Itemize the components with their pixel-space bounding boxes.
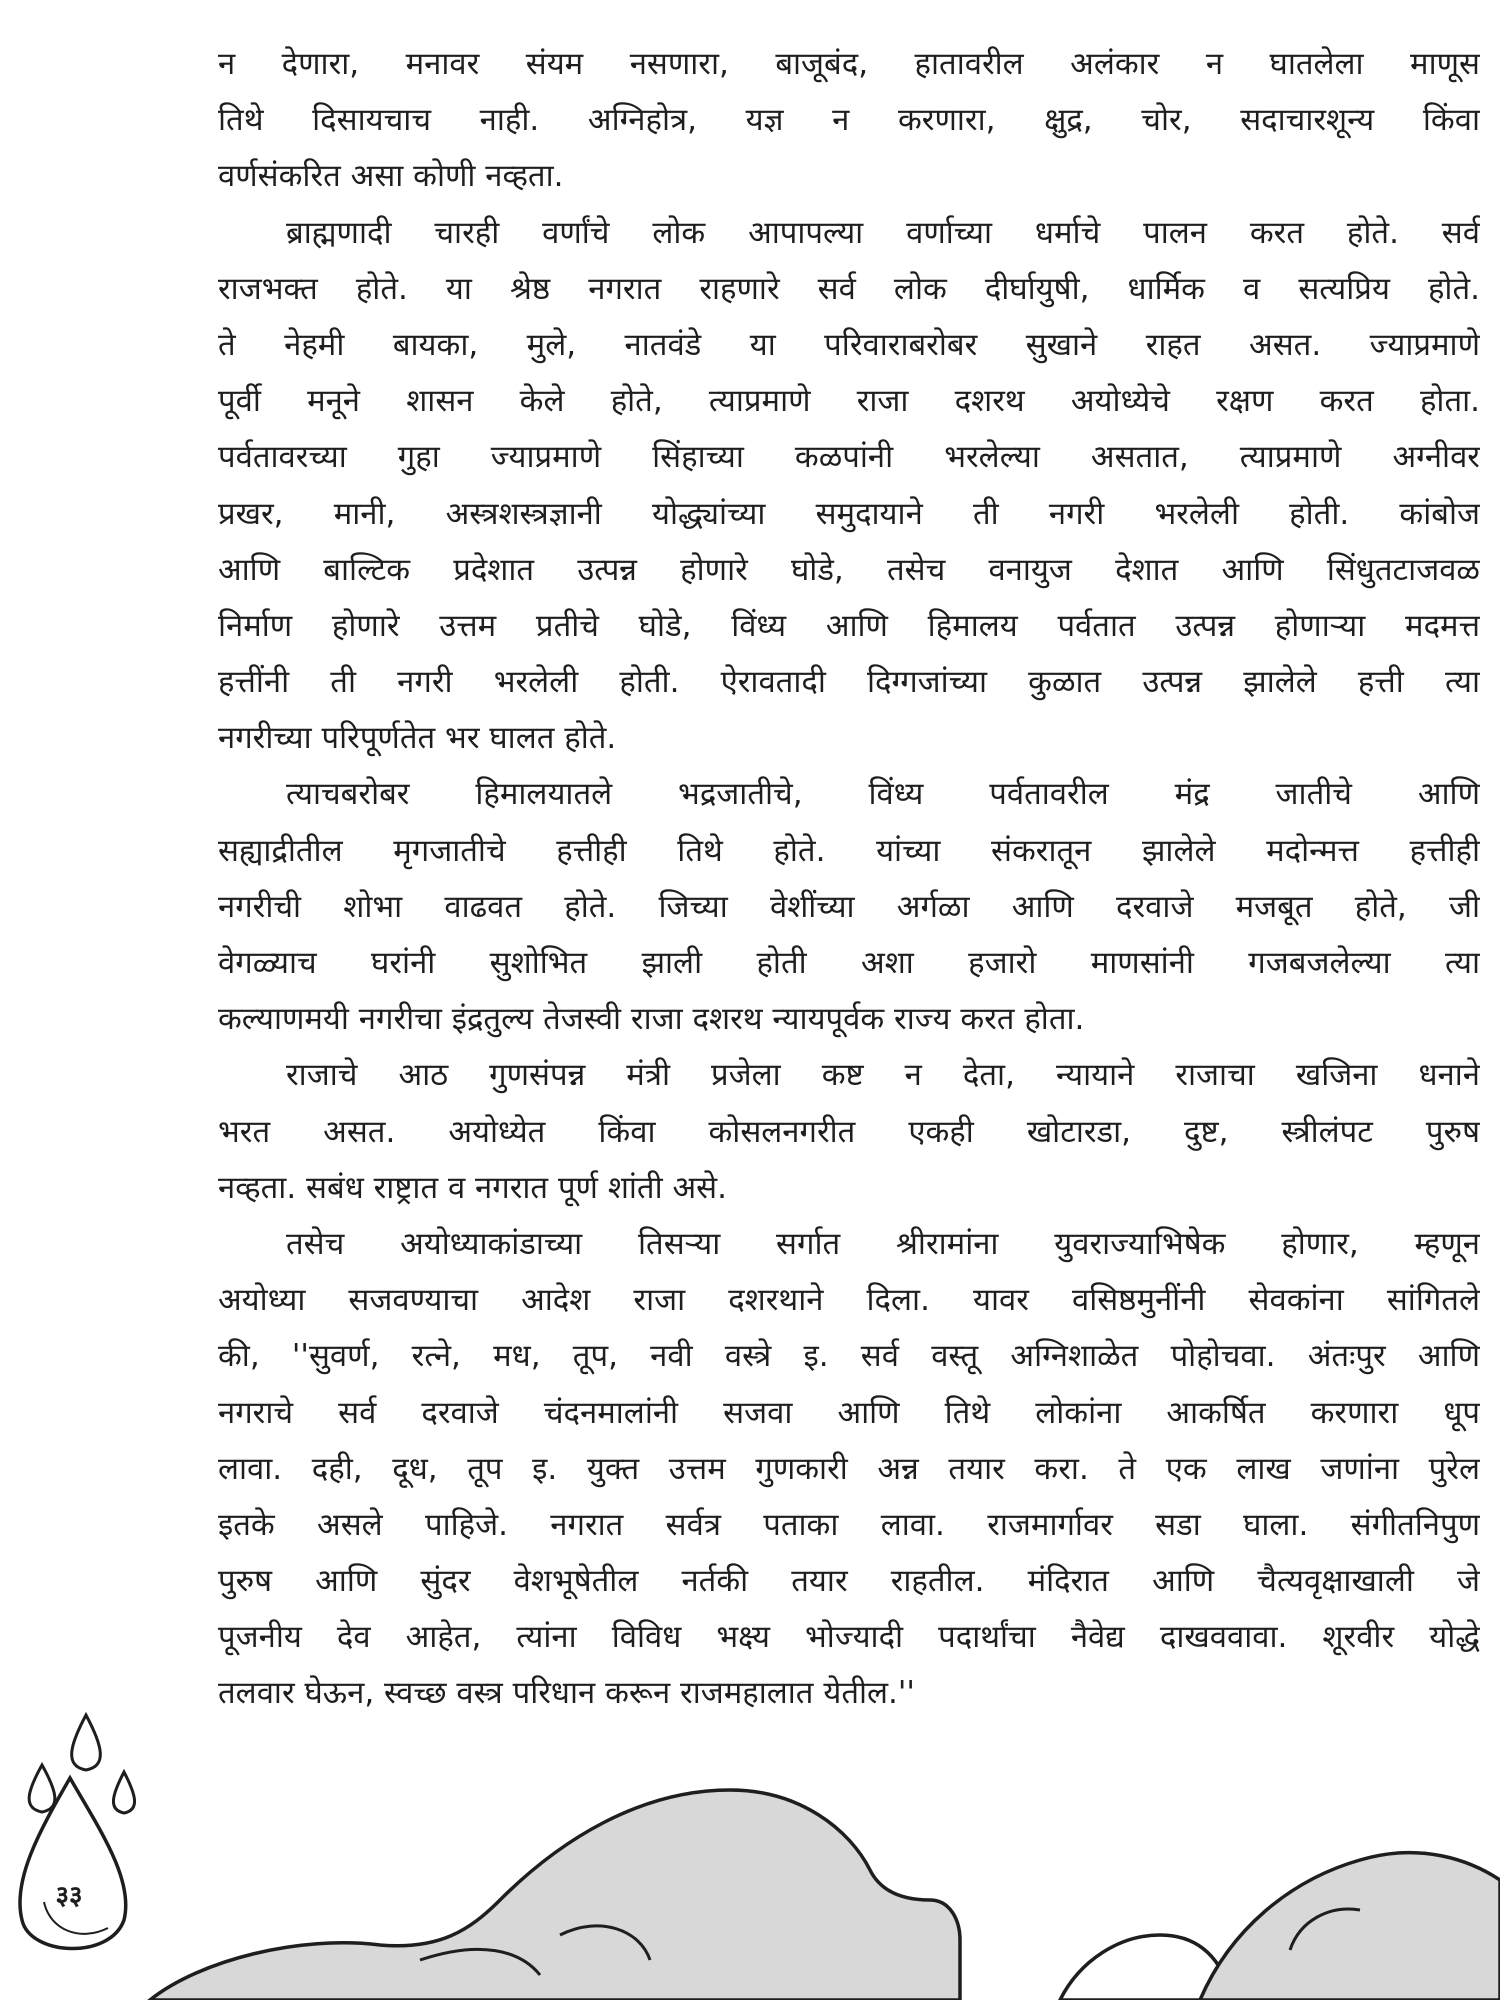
text-line: पर्वतावरच्या गुहा ज्याप्रमाणे सिंहाच्या कळपांनी भरलेल्या असतात, त्याप्रमाणे अग्नीवर (218, 439, 1480, 476)
text-line: सह्याद्रीतील मृगजातीचे हत्तीही तिथे होते. यांच्या संकरातून झालेले मदोन्मत्त हत्तीही (218, 832, 1480, 869)
text-line: वेगळ्याच घरांनी सुशोभित झाली होती अशा हजारो माणसांनी गजबजलेल्या त्या (218, 945, 1480, 981)
wave-decoration (1200, 1853, 1500, 2000)
text-line: न देणारा, मनावर संयम नसणारा, बाजूबंद, हातावरील अलंकार न घातलेला माणूस (218, 46, 1480, 82)
text-line: हत्तींनी ती नगरी भरलेली होती. ऐरावतादी दिग्गजांच्या कुळात उत्पन्न झालेले हत्ती त्या (218, 664, 1480, 701)
text-line: आणि बाल्टिक प्रदेशात उत्पन्न होणारे घोडे, तसेच वनायुज देशात आणि सिंधुतटाजवळ (218, 551, 1480, 588)
text-line: तिथे दिसायचाच नाही. अग्निहोत्र, यज्ञ न करणारा, क्षुद्र, चोर, सदाचारशून्य किंवा (218, 102, 1480, 139)
text-line: निर्माण होणारे उत्तम प्रतीचे घोडे, विंध्य आणि हिमालय पर्वतात उत्पन्न होणाऱ्या मदमत्त (218, 607, 1480, 644)
small-drop-icon (113, 1772, 134, 1813)
text-line: अयोध्या सजवण्याचा आदेश राजा दशरथाने दिला. यावर वसिष्ठमुनींनी सेवकांना सांगितले (218, 1282, 1480, 1319)
text-line: नगरीची शोभा वाढवत होते. जिच्या वेशींच्या अर्गळा आणि दरवाजे मजबूत होते, जी (218, 888, 1480, 925)
text-line: नगरीच्या परिपूर्णतेत भर घालत होते. (218, 720, 617, 757)
text-line: राजभक्त होते. या श्रेष्ठ नगरात राहणारे सर्व लोक दीर्घायुषी, धार्मिक व सत्यप्रिय होते. (218, 270, 1480, 307)
text-line: ब्राह्मणादी चारही वर्णांचे लोक आपापल्या वर्णाच्या धर्माचे पालन करत होते. सर्व (286, 214, 1480, 251)
text-line: नव्हता. सबंध राष्ट्रात व नगरात पूर्ण शांती असे. (218, 1169, 727, 1206)
text-line: राजाचे आठ गुणसंपन्न मंत्री प्रजेला कष्ट न देता, न्यायाने राजाचा खजिना धनाने (286, 1057, 1480, 1094)
text-line: नगराचे सर्व दरवाजे चंदनमालांनी सजवा आणि तिथे लोकांना आकर्षित करणारा धूप (218, 1394, 1480, 1431)
small-drop-icon (72, 1715, 101, 1770)
text-line: इतके असले पाहिजे. नगरात सर्वत्र पताका लावा. राजमार्गावर सडा घाला. संगीतनिपुण (218, 1506, 1480, 1543)
text-line: वर्णसंकरित असा कोणी नव्हता. (218, 158, 564, 195)
text-line: पूजनीय देव आहेत, त्यांना विविध भक्ष्य भोज्यादी पदार्थांचा नैवेद्य दाखववावा. शूरवीर योद्धे (218, 1619, 1480, 1656)
text-line: त्याचबरोबर हिमालयातले भद्रजातीचे, विंध्य पर्वतावरील मंद्र जातीचे आणि (286, 776, 1480, 813)
text-line: पूर्वी मनूने शासन केले होते, त्याप्रमाणे राजा दशरथ अयोध्येचे रक्षण करत होता. (218, 383, 1480, 420)
text-line: कल्याणमयी नगरीचा इंद्रतुल्य तेजस्वी राजा दशरथ न्यायपूर्वक राज्य करत होता. (218, 1001, 1085, 1038)
text-line: प्रखर, मानी, अस्त्रशस्त्रज्ञानी योद्ध्यांच्या समुदायाने ती नगरी भरलेली होती. कांबोज (218, 495, 1480, 532)
text-line: तसेच अयोध्याकांडाच्या तिसऱ्या सर्गात श्रीरामांना युवराज्याभिषेक होणार, म्हणून (286, 1225, 1480, 1262)
text-line: पुरुष आणि सुंदर वेशभूषेतील नर्तकी तयार राहतील. मंदिरात आणि चैत्यवृक्षाखाली जे (218, 1563, 1480, 1600)
text-line: की, ''सुवर्ण, रत्ने, मध, तूप, नवी वस्त्रे इ. सर्व वस्तू अग्निशाळेत पोहोचवा. अंतःपुर आणि (218, 1338, 1480, 1375)
text-line: ते नेहमी बायका, मुले, नातवंडे या परिवाराबरोबर सुखाने राहत असत. ज्याप्रमाणे (218, 326, 1480, 363)
text-line: तलवार घेऊन, स्वच्छ वस्त्र परिधान करून राजमहालात येतील.'' (218, 1675, 915, 1712)
small-drop-icon (29, 1765, 55, 1812)
page-number: ३३ (55, 1881, 83, 1911)
text-line: लावा. दही, दूध, तूप इ. युक्त उत्तम गुणकारी अन्न तयार करा. ते एक लाख जणांना पुरेल (218, 1450, 1480, 1487)
wave-decoration (150, 1790, 960, 2000)
text-line: भरत असत. अयोध्येत किंवा कोसलनगरीत एकही खोटारडा, दुष्ट, स्त्रीलंपट पुरुष (218, 1113, 1480, 1150)
